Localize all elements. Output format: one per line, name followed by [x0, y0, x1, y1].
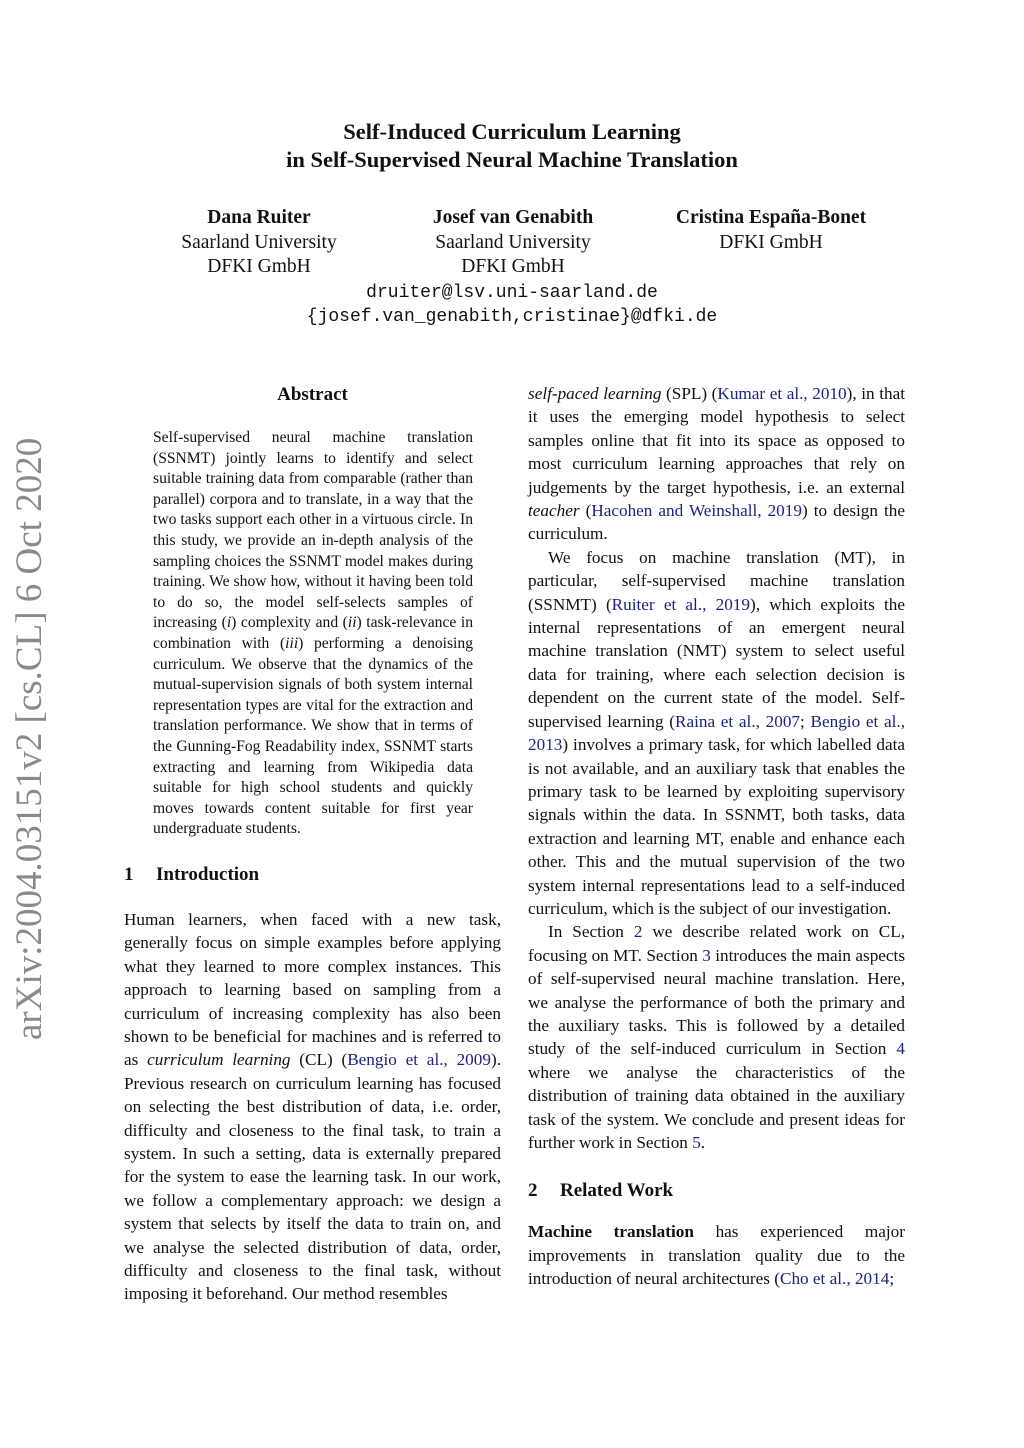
intro-text: ). Previous research on curriculum learning has focused on selecting the best distribution of data, i.e. order, difficulty and closeness to the final task, to train a system. In such a setting, data is externally prepared for the system to ease the learning task. In our work, we follow a complementary approach: we design a system that selects by itself the data to train on, and we analyse the selected distribution of data, order, difficulty and closeness to the final task, without imposing it beforehand. Our method resembles: [124, 1050, 501, 1304]
title-line-1: Self-Induced Curriculum Learning: [343, 119, 681, 144]
citation-link[interactable]: Kumar et al., 2010: [717, 384, 847, 403]
intro-text: we describe related work on CL, focusing on MT. Section: [528, 922, 906, 965]
intro-text: ;: [800, 711, 811, 731]
intro-text: ), in that it uses the emerging model hypothesis to select samples online that fit into its space as opposed to most curriculum learning approaches that rely on judgements by the target hypothesis, i.e. an external: [528, 384, 905, 497]
abstract-numeral-i: i: [226, 614, 232, 632]
section-ref-link[interactable]: 5: [692, 1133, 701, 1152]
intro-text: ) to design the curriculum.: [528, 501, 906, 544]
intro-text: where we analyse the characteristics of the distribution of training data obtained in the auxiliary task of the system. We conclude and present ideas for further work in Section: [528, 1062, 905, 1152]
intro-text: In Section: [548, 922, 634, 942]
intro-text: (: [579, 501, 592, 521]
author-block-2: [383, 206, 643, 280]
abstract-text-4: ) performing a denoising curriculum. We observe that the dynamics of the mutual-supervision signals of both system internal representation types are vital for the extraction and translation performance. We show that in terms of the Gunning-Fog Readability index, SSNMT starts extracting and learning from Wikipedia data suitable for high school students and quickly moves towards content suitable for first year undergraduate students.: [153, 634, 473, 838]
related-paragraph-1: [528, 1220, 905, 1290]
intro-paragraph-2: [528, 546, 905, 921]
paper-title: [112, 118, 912, 174]
left-column: [124, 382, 501, 1306]
intro-text: (SPL) (: [661, 384, 718, 403]
section-number: 2: [528, 1180, 538, 1202]
section-title: Introduction: [156, 863, 260, 885]
author-name: Josef van Genabith: [432, 207, 594, 228]
related-text: ;: [889, 1269, 895, 1289]
author-name: Dana Ruiter: [207, 207, 311, 228]
citation-link[interactable]: Raina et al., 2007: [674, 711, 801, 731]
title-line-2: in Self-Supervised Neural Machine Translation: [286, 147, 738, 172]
related-text: has experienced major improvements in translation quality due to the introduction of neural architectures (: [528, 1222, 905, 1289]
intro-term: curriculum learning: [147, 1050, 291, 1070]
section-ref-link[interactable]: 3: [702, 945, 711, 965]
email-line-2: {josef.van_genabith,cristinae}@dfki.de: [306, 307, 718, 327]
intro-text: .: [700, 1133, 706, 1152]
right-column: [528, 382, 905, 1291]
section-title: Related Work: [560, 1180, 674, 1202]
author-block-1: [129, 206, 389, 280]
intro-paragraph-1-continued: [528, 382, 905, 546]
citation-link[interactable]: Hacohen and Weinshall, 2019: [591, 501, 802, 521]
citation-link[interactable]: Cho et al., 2014: [779, 1269, 890, 1289]
section-ref-link[interactable]: 4: [896, 1039, 905, 1059]
author-affiliation: DFKI GmbH: [719, 231, 823, 253]
abstract-text-2: ) complexity and (: [231, 614, 348, 632]
author-emails: [112, 281, 912, 329]
section-number: 1: [124, 863, 134, 885]
author-affiliation: Saarland University: [181, 231, 337, 253]
abstract-numeral-ii: ii: [347, 614, 357, 632]
intro-text: introduces the main aspects of self-supervised neural machine translation. Here, we analyse the performance of both the primary and the auxiliary tasks. This is followed by a detailed study of the self-induced curriculum in Section: [528, 945, 906, 1059]
abstract-text-1: Self-supervised neural machine translation (SSNMT) jointly learns to identify and select suitable training data from comparable (rather than parallel) corpora and to translate, in a way that the two tasks support each other in a virtuous circle. In this study, we provide an in-depth analysis of the sampling choices the SSNMT model makes during training. We show how, without it having been told to do so, the model self-selects samples of increasing (: [153, 429, 473, 632]
arxiv-identifier: arXiv:2004.03151v2 [cs.CL] 6 Oct 2020: [9, 437, 50, 1040]
abstract-heading: Abstract: [277, 384, 348, 405]
author-affiliation: DFKI GmbH: [461, 256, 565, 277]
section-heading-related-work: [528, 1178, 905, 1204]
paragraph-lead: Machine translation: [528, 1222, 694, 1242]
intro-term: self-paced learning: [528, 384, 662, 403]
author-name: Cristina España-Bonet: [675, 207, 867, 228]
citation-link[interactable]: Ruiter et al., 2019: [611, 594, 750, 614]
intro-text: ), which exploits the internal representations of an emergent neural machine translation (NMT) system to select useful data for training, where each selection decision is dependent on the current state of the model. Self-supervised learning (: [528, 594, 905, 731]
section-ref-link[interactable]: 2: [633, 922, 643, 942]
intro-paragraph-1: [124, 908, 501, 1306]
intro-text: ) involves a primary task, for which labelled data is not available, and an auxiliary task that enables the primary task to be learned by exploiting supervisory signals within the data. In SSNMT, both tasks, data extraction and learning MT, enable and enhance each other. This and the mutual supervision of the two system internal representations lead to a self-induced curriculum, which is the subject of our investigation.: [528, 735, 905, 918]
section-heading-introduction: [124, 862, 501, 888]
abstract-text-3: ) task-relevance in combination with (: [153, 614, 473, 652]
intro-paragraph-3: [528, 920, 905, 1154]
intro-text: Human learners, when faced with a new task, generally focus on simple examples before applying what they learned to more complex instances. This approach to learning based on sampling from a curriculum of increasing complexity has also been shown to be beneficial for machines and is referred to as: [124, 909, 501, 1070]
author-affiliation: Saarland University: [435, 231, 591, 253]
email-line-1: druiter@lsv.uni-saarland.de: [366, 283, 658, 303]
author-block-3: [641, 206, 901, 255]
intro-text: We focus on machine translation (MT), in particular, self-supervised machine translation (SSNMT) (: [528, 547, 905, 614]
abstract-numeral-iii: iii: [285, 634, 299, 652]
abstract-body: [153, 428, 473, 840]
citation-link[interactable]: Bengio et al., 2013: [528, 711, 905, 755]
intro-text: (CL) (: [290, 1050, 348, 1070]
citation-link[interactable]: Bengio et al., 2009: [347, 1050, 491, 1070]
author-affiliation: DFKI GmbH: [207, 256, 311, 277]
intro-term: teacher: [528, 501, 580, 521]
